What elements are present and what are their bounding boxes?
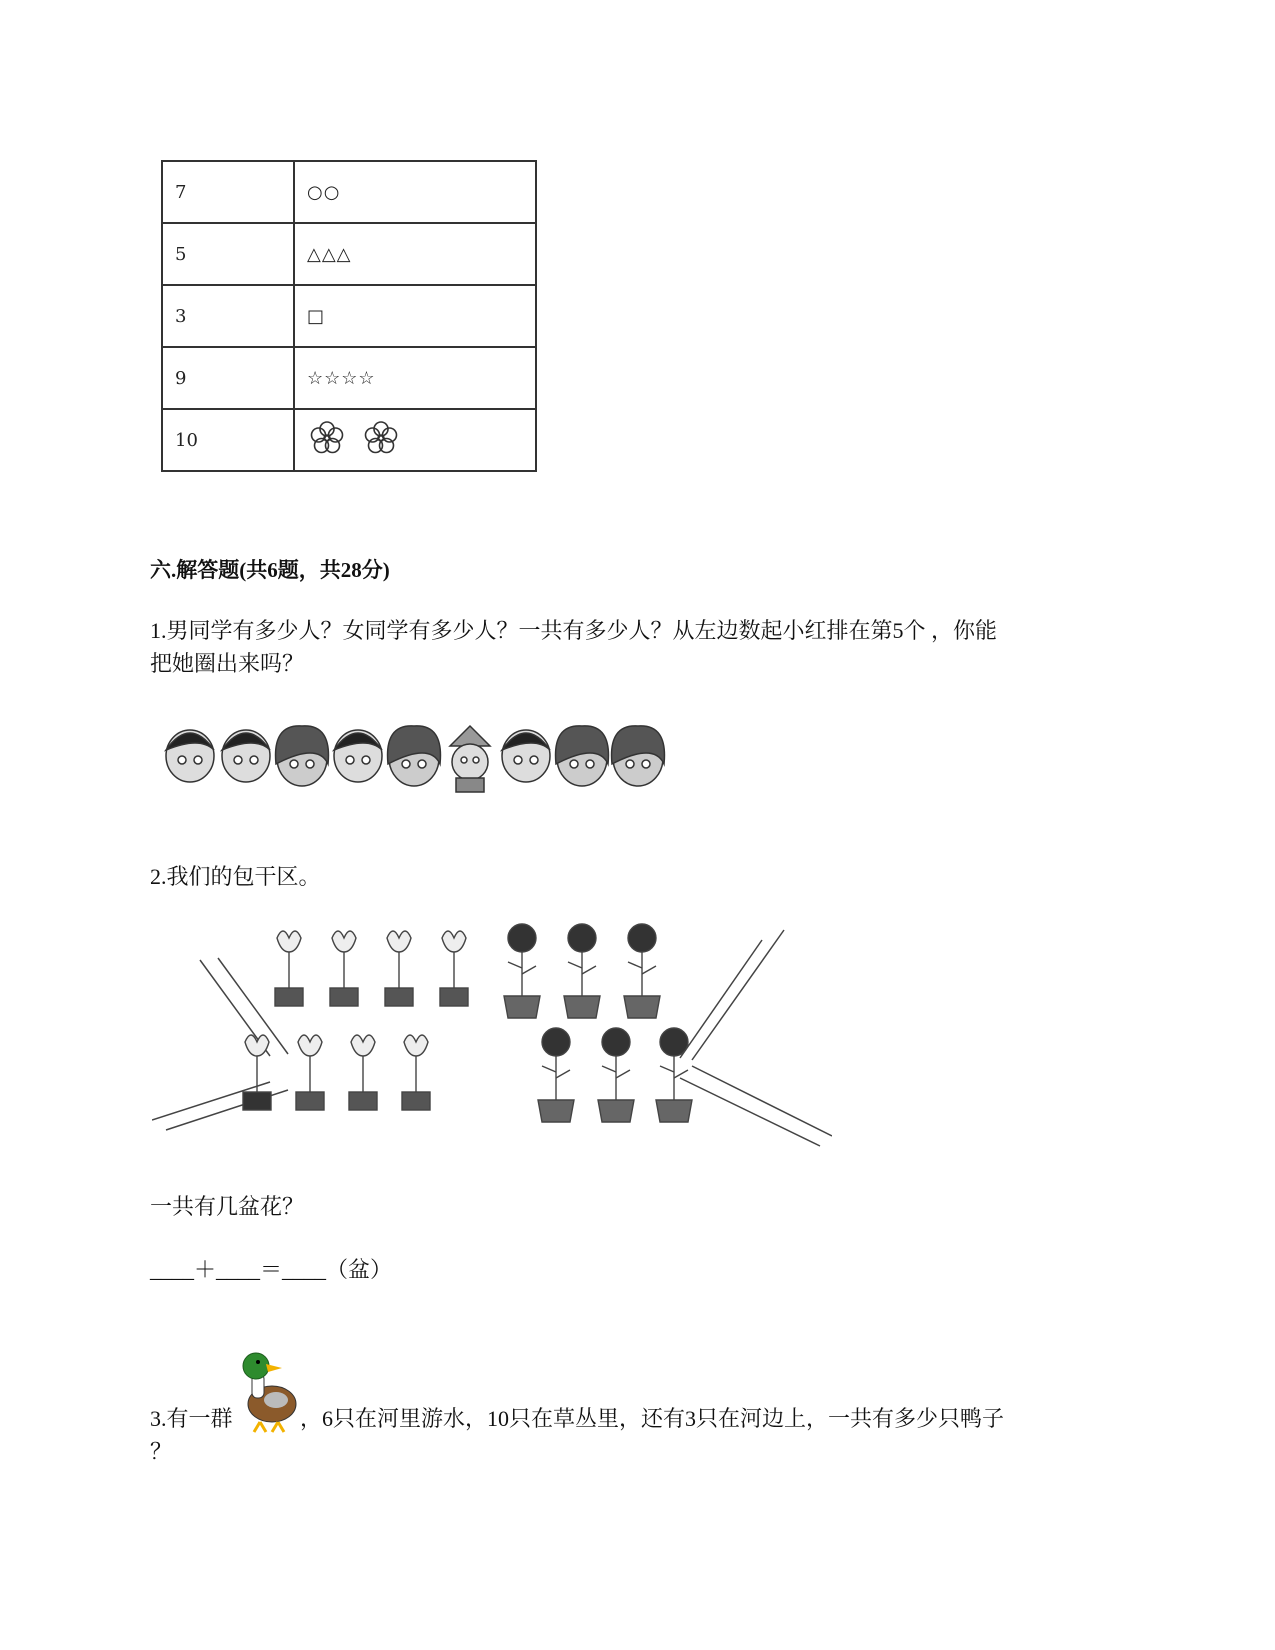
row-number: 5 — [162, 223, 294, 285]
row-shapes: ☆☆☆☆ — [294, 347, 536, 409]
q3-prefix: 3.有一群 — [150, 1406, 233, 1431]
row-number: 9 — [162, 347, 294, 409]
section-title: 六.解答题(共6题，共28分) — [150, 558, 390, 582]
row-number: 7 — [162, 161, 294, 223]
q2-equation: ____＋____＝____（盆） — [150, 1257, 393, 1282]
q3-suffix: ，6只在河里游水，10只在草丛里，还有3只在河边上，一共有多少只鸭子 — [300, 1406, 1005, 1431]
row-number: 3 — [162, 285, 294, 347]
table-row — [162, 223, 536, 285]
row-shapes: ○○ — [294, 161, 536, 223]
row-shapes: △△△ — [294, 223, 536, 285]
shape-table — [161, 160, 537, 472]
duck-icon — [238, 1348, 300, 1434]
flower-icon — [307, 416, 417, 460]
q3-tail: ？ — [150, 1439, 173, 1464]
q2-title: 2.我们的包干区。 — [150, 864, 321, 889]
children-row-illustration — [160, 718, 680, 794]
table-row — [162, 161, 536, 223]
table-row — [162, 347, 536, 409]
row-shapes: □ — [294, 285, 536, 347]
q2-question: 一共有几盆花？ — [150, 1194, 305, 1219]
row-shapes — [294, 409, 536, 471]
row-number: 10 — [162, 409, 294, 471]
table-row — [162, 285, 536, 347]
table-row — [162, 409, 536, 471]
q1-text-line2: 把她圈出来吗？ — [150, 651, 305, 676]
q1-text-line1: 1.男同学有多少人？女同学有多少人？一共有多少人？从左边数起小红排在第5个 ，你能 — [150, 618, 998, 643]
flower-pots-illustration — [152, 918, 832, 1148]
